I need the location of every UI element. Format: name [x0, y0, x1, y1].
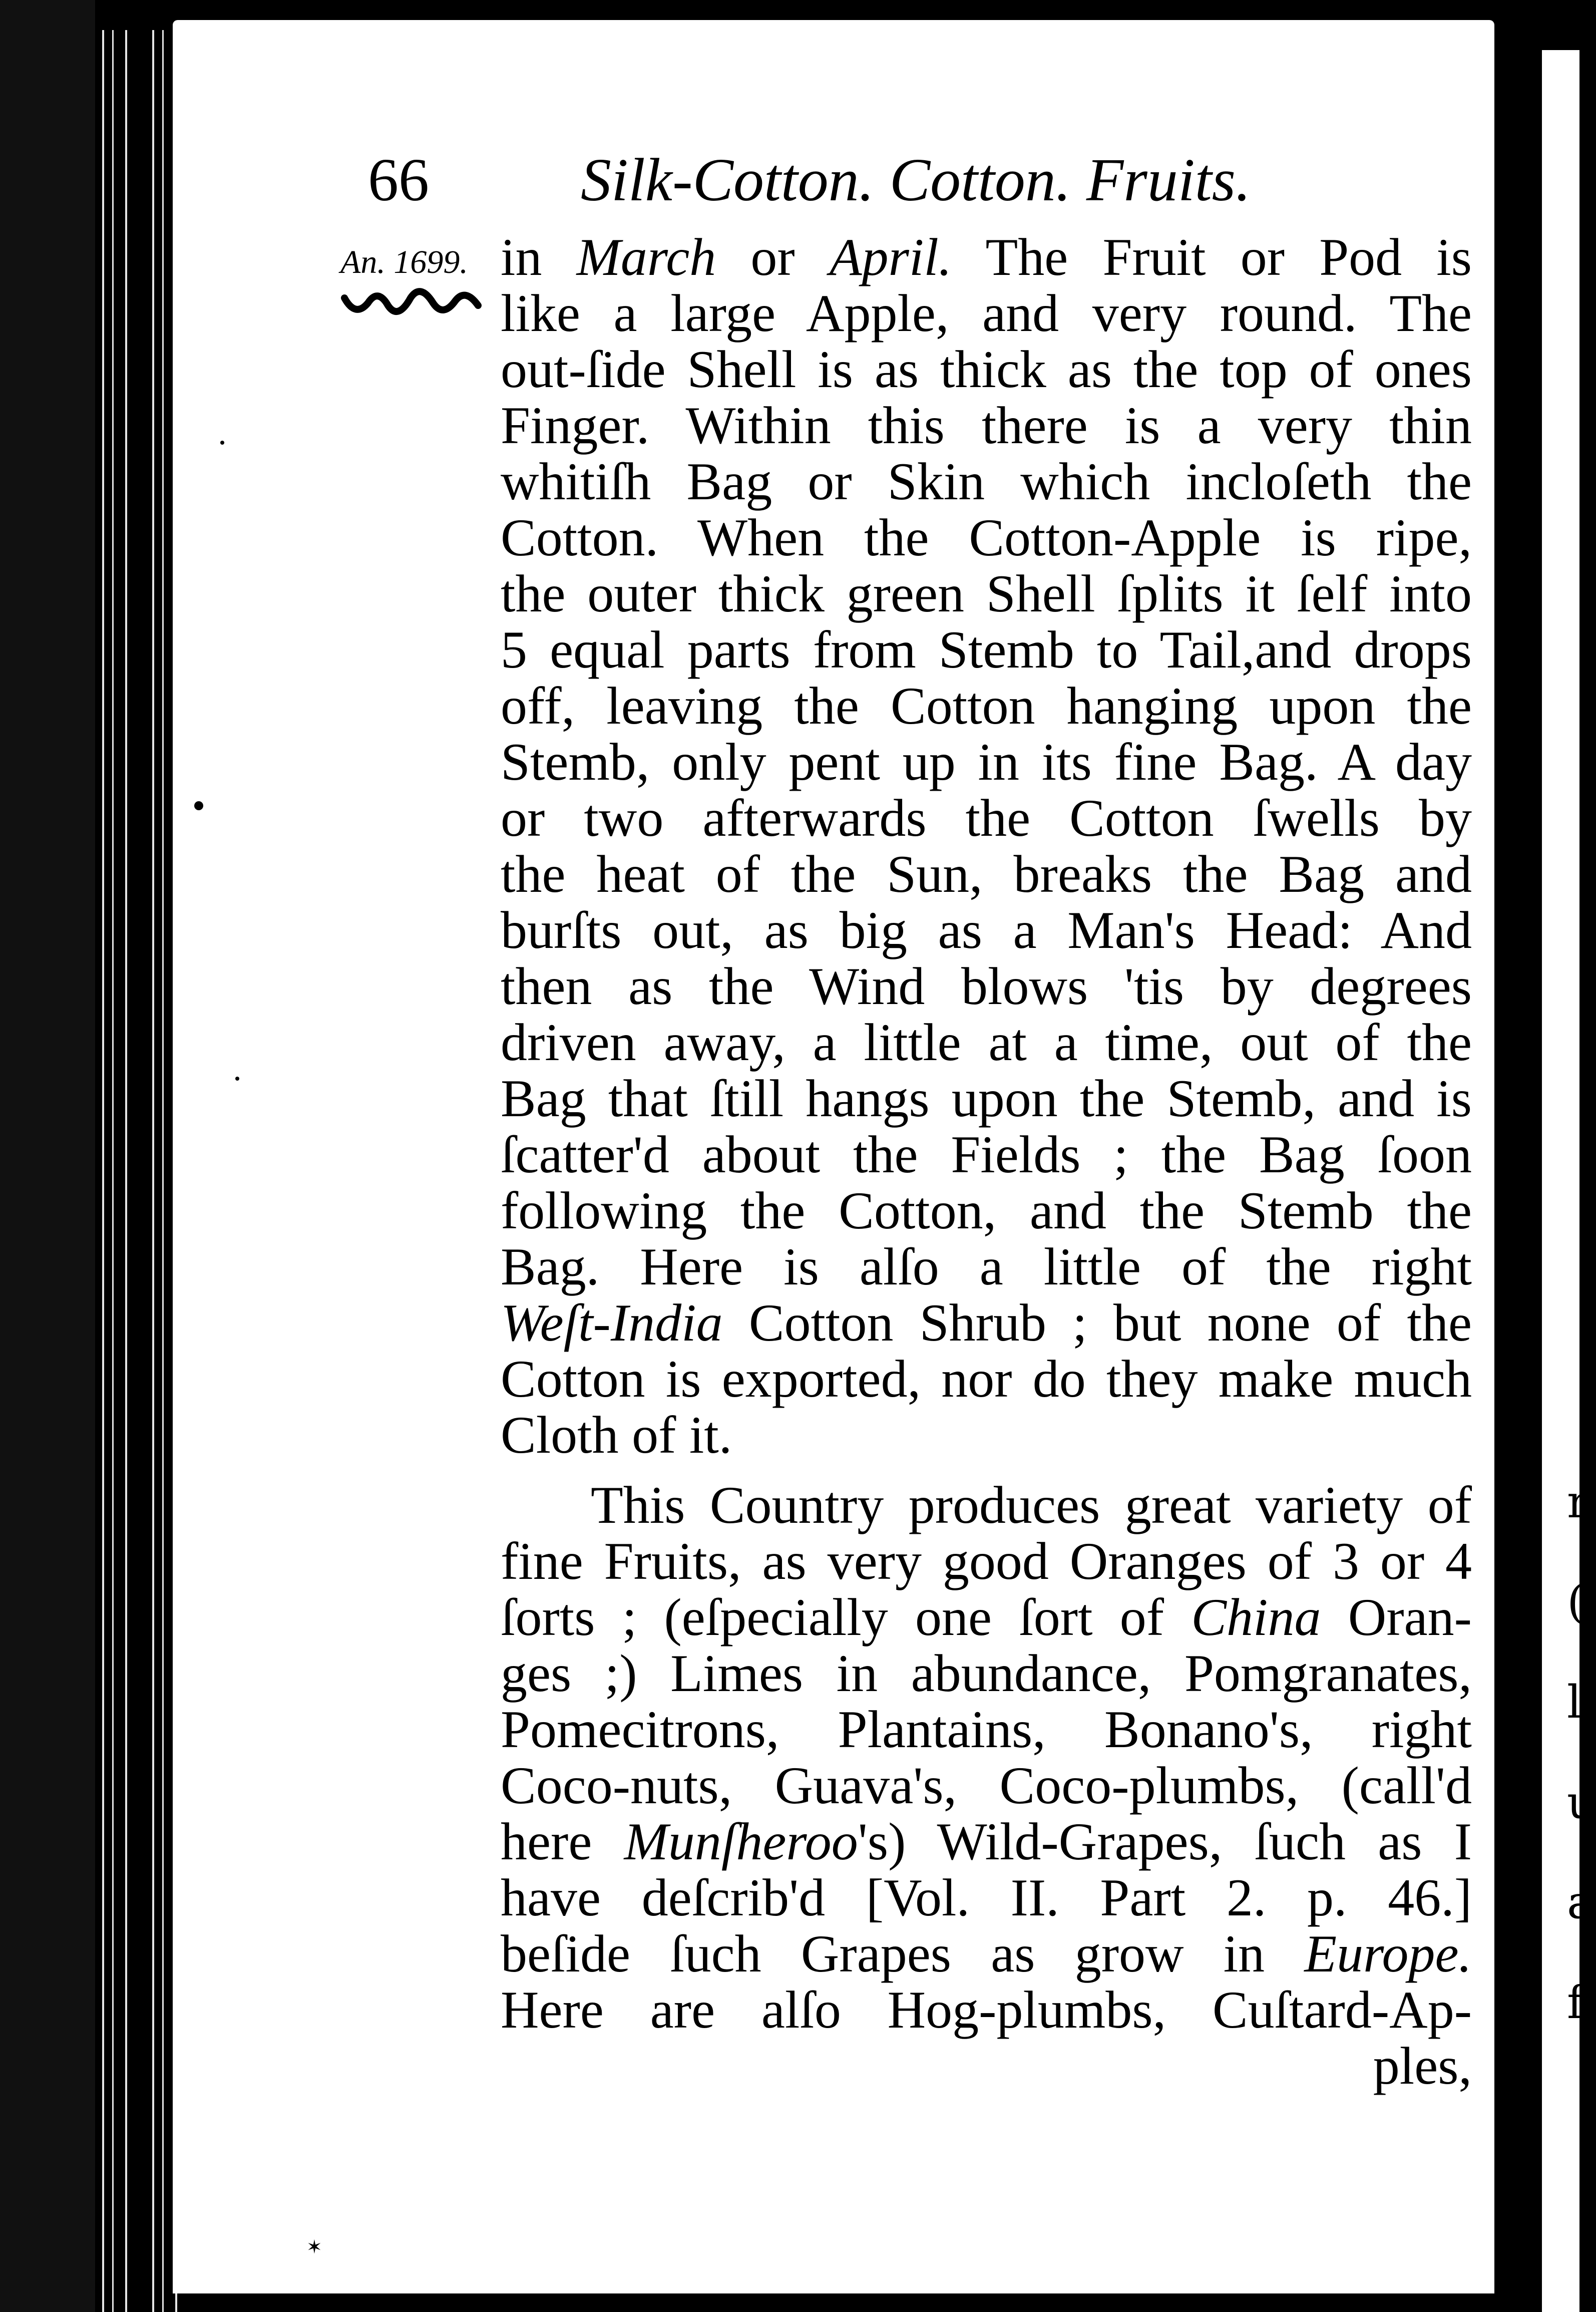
- text-run: or: [716, 228, 830, 286]
- text-line: [501, 678, 1472, 734]
- text-run: Here are alſo Hog-plumbs, Cuſtard-Ap-: [501, 1980, 1472, 2039]
- text-line: [501, 1477, 1472, 1533]
- text-run: ges ;) Limes in abundance, Pomgranates,: [501, 1644, 1472, 1703]
- text-run: off, leaving the Cotton hanging upon the: [501, 677, 1472, 735]
- text-run: 5 equal parts from Stemb to Tail,and drops: [501, 620, 1472, 679]
- text-run: beſide ſuch Grapes as grow in: [501, 1924, 1305, 1983]
- text-line: [501, 1071, 1472, 1127]
- text-run: The Fruit or Pod is: [952, 228, 1472, 286]
- footer-speck-mark: ✶: [306, 2236, 322, 2258]
- italic-text: Europe.: [1304, 1924, 1472, 1983]
- book-gutter: [95, 30, 180, 2312]
- paragraph-gap: [501, 1463, 1472, 1477]
- text-run: Cotton is exported, nor do they make much: [501, 1350, 1472, 1408]
- text-run: then as the Wind blows 'tis by degrees: [501, 957, 1472, 1016]
- text-run: Bag. Here is alſo a little of the right: [501, 1237, 1472, 1296]
- text-run: or two afterwards the Cotton ſwells by: [501, 789, 1472, 847]
- page-number: 66: [368, 146, 429, 214]
- text-line: [501, 1533, 1472, 1589]
- text-line: [501, 454, 1472, 510]
- text-run: Cloth of it.: [501, 1406, 732, 1464]
- text-line: [501, 1183, 1472, 1239]
- text-run: following the Cotton, and the Stemb the: [501, 1181, 1472, 1240]
- body-text: [501, 229, 1472, 2094]
- text-run: here: [501, 1812, 624, 1871]
- scan-right-border: [1494, 0, 1542, 2312]
- running-head: [368, 145, 1489, 215]
- text-run: 's) Wild-Grapes, ſuch as I: [858, 1812, 1472, 1871]
- italic-text: China: [1191, 1588, 1321, 1646]
- margin-speck: [194, 801, 203, 810]
- text-line: [501, 622, 1472, 678]
- text-line: [501, 510, 1472, 566]
- margin-speck: [220, 441, 224, 445]
- text-run: Bag that ſtill hangs upon the Stemb, and is: [501, 1069, 1472, 1128]
- running-head-title: Silk-Cotton. Cotton. Fruits.: [581, 146, 1251, 214]
- text-run: Pomecitrons, Plantains, Bonano's, right: [501, 1700, 1472, 1759]
- text-line: [501, 1758, 1472, 1814]
- text-line: [501, 846, 1472, 902]
- text-line: [501, 1015, 1472, 1071]
- text-run: ſcatter'd about the Fields ; the Bag ſoon: [501, 1125, 1472, 1184]
- text-line: [501, 1702, 1472, 1758]
- text-line: [501, 734, 1472, 790]
- text-line: [501, 1407, 1472, 1463]
- text-line: [501, 1239, 1472, 1295]
- text-line: [501, 1814, 1472, 1870]
- text-run: This Country produces great variety of: [591, 1476, 1472, 1534]
- text-line: [501, 1351, 1472, 1407]
- text-run: whitiſh Bag or Skin which incloſeth the: [501, 452, 1472, 511]
- marginal-swash-ornament: [340, 278, 491, 323]
- text-line: [501, 958, 1472, 1015]
- scan-left-border: [0, 0, 95, 2312]
- text-run: the heat of the Sun, breaks the Bag and: [501, 845, 1472, 903]
- text-run: have deſcrib'd [Vol. II. Part 2. p. 46.]: [501, 1868, 1472, 1927]
- text-run: the outer thick green Shell ſplits it ſelf into: [501, 564, 1472, 623]
- italic-text: Weſt-India: [501, 1293, 723, 1352]
- marginal-year-note: An. 1699.: [340, 244, 468, 280]
- italic-text: Munſheroo: [624, 1812, 858, 1871]
- text-line: [501, 342, 1472, 398]
- text-line: [501, 790, 1472, 846]
- text-line: [501, 1295, 1472, 1351]
- text-line: [501, 1982, 1472, 2038]
- text-run: Finger. Within this there is a very thin: [501, 396, 1472, 455]
- italic-text: April.: [829, 228, 952, 286]
- text-run: ſorts ; (eſpecially one ſort of: [501, 1588, 1191, 1646]
- text-line: [501, 1645, 1472, 1702]
- italic-text: March: [576, 228, 716, 286]
- text-run: Cotton. When the Cotton-Apple is ripe,: [501, 508, 1472, 567]
- facing-page-glyphs: r ( l u a f: [1567, 1476, 1596, 2029]
- text-run: Stemb, only pent up in its fine Bag. A day: [501, 733, 1472, 791]
- text-line: [501, 1589, 1472, 1645]
- text-run: Coco-nuts, Guava's, Coco-plumbs, (call'd: [501, 1756, 1472, 1815]
- text-line: [501, 1926, 1472, 1982]
- text-run: out-ſide Shell is as thick as the top of ones: [501, 340, 1472, 399]
- text-line: [501, 566, 1472, 622]
- text-line: [501, 398, 1472, 454]
- text-line: [501, 1127, 1472, 1183]
- text-run: fine Fruits, as very good Oranges of 3 or 4: [501, 1532, 1472, 1590]
- text-run: driven away, a little at a time, out of the: [501, 1013, 1472, 1072]
- text-line: [501, 229, 1472, 285]
- text-line: [501, 285, 1472, 342]
- text-run: like a large Apple, and very round. The: [501, 284, 1472, 343]
- catchword: ples,: [1373, 2037, 1472, 2095]
- text-run: in: [501, 228, 577, 286]
- text-run: Oran-: [1321, 1588, 1472, 1646]
- text-run: burſts out, as big as a Man's Head: And: [501, 901, 1472, 959]
- text-run: Cotton Shrub ; but none of the: [722, 1293, 1472, 1352]
- text-line: [501, 1870, 1472, 1926]
- margin-speck: [235, 1077, 239, 1081]
- text-line: [501, 902, 1472, 958]
